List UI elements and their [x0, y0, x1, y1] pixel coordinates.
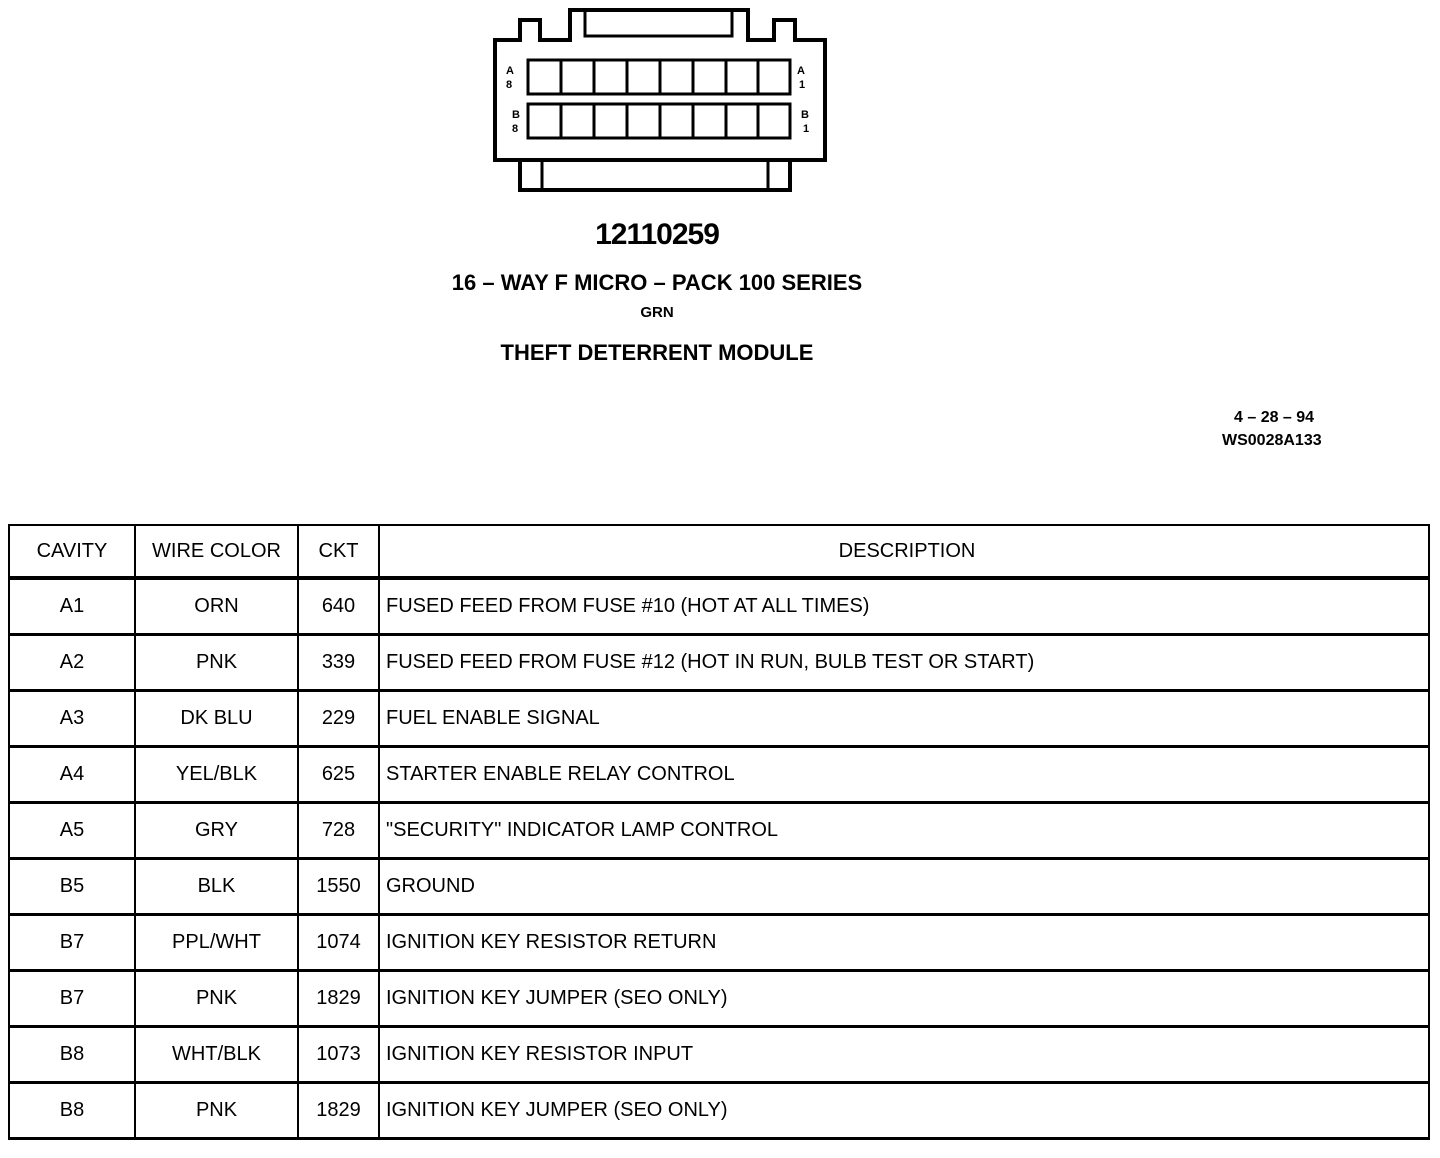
- label-a8-letter: A: [506, 65, 514, 77]
- wire-color-cell: PPL/WHT: [135, 915, 298, 971]
- wire-color-cell: PNK: [135, 1083, 298, 1139]
- connector-color: GRN: [640, 304, 674, 321]
- description-cell: STARTER ENABLE RELAY CONTROL: [379, 747, 1429, 803]
- date-stamp: 4 – 28 – 94: [1234, 409, 1315, 426]
- header-wire-color: WIRE COLOR: [135, 525, 298, 578]
- header-cavity: CAVITY: [9, 525, 135, 578]
- wire-color-cell: PNK: [135, 971, 298, 1027]
- module-name: THEFT DETERRENT MODULE: [500, 340, 814, 365]
- cavity-cell: B8: [9, 1027, 135, 1083]
- label-b1-letter: B: [801, 109, 809, 121]
- wire-color-cell: BLK: [135, 859, 298, 915]
- description-cell: FUSED FEED FROM FUSE #10 (HOT AT ALL TIMES): [379, 578, 1429, 635]
- table-row: [9, 1083, 1429, 1139]
- label-a8-number: 8: [506, 79, 513, 91]
- label-b1-number: 1: [803, 123, 810, 135]
- description-cell: "SECURITY" INDICATOR LAMP CONTROL: [379, 803, 1429, 859]
- wire-color-cell: GRY: [135, 803, 298, 859]
- cavity-cell: A5: [9, 803, 135, 859]
- ckt-cell: 1550: [298, 859, 379, 915]
- label-b8-letter: B: [512, 109, 520, 121]
- description-cell: IGNITION KEY JUMPER (SEO ONLY): [379, 1083, 1429, 1139]
- table-row: [9, 1027, 1429, 1083]
- table-row: [9, 691, 1429, 747]
- table-row: [9, 578, 1429, 635]
- cavity-cell: B7: [9, 915, 135, 971]
- label-b8-number: 8: [512, 123, 519, 135]
- cavity-cell: A1: [9, 578, 135, 635]
- cavity-cell: B7: [9, 971, 135, 1027]
- cavity-row-b: [528, 104, 790, 138]
- description-cell: FUSED FEED FROM FUSE #12 (HOT IN RUN, BULB TEST OR START): [379, 635, 1429, 691]
- connector-type: 16 – WAY F MICRO – PACK 100 SERIES: [451, 270, 863, 295]
- table-row: [9, 635, 1429, 691]
- ckt-cell: 1829: [298, 971, 379, 1027]
- connector-diagram: [490, 4, 830, 194]
- ckt-cell: 229: [298, 691, 379, 747]
- ckt-cell: 625: [298, 747, 379, 803]
- table-row: [9, 747, 1429, 803]
- wire-color-cell: ORN: [135, 578, 298, 635]
- ckt-cell: 728: [298, 803, 379, 859]
- wire-color-cell: YEL/BLK: [135, 747, 298, 803]
- cavity-cell: A4: [9, 747, 135, 803]
- wire-color-cell: PNK: [135, 635, 298, 691]
- wire-color-cell: WHT/BLK: [135, 1027, 298, 1083]
- part-number: 12110259: [595, 218, 719, 251]
- cavity-cell: A3: [9, 691, 135, 747]
- description-cell: IGNITION KEY RESISTOR RETURN: [379, 915, 1429, 971]
- description-cell: IGNITION KEY JUMPER (SEO ONLY): [379, 971, 1429, 1027]
- header-description: DESCRIPTION: [379, 525, 1429, 578]
- drawing-code: WS0028A133: [1222, 432, 1322, 449]
- description-cell: IGNITION KEY RESISTOR INPUT: [379, 1027, 1429, 1083]
- table-row: [9, 915, 1429, 971]
- pinout-table: [8, 524, 1430, 1140]
- label-a1-letter: A: [797, 65, 805, 77]
- description-cell: GROUND: [379, 859, 1429, 915]
- cavity-cell: B5: [9, 859, 135, 915]
- header-ckt: CKT: [298, 525, 379, 578]
- ckt-cell: 339: [298, 635, 379, 691]
- header-row: [9, 525, 1429, 578]
- label-a1-number: 1: [799, 79, 806, 91]
- cavity-row-a: [528, 60, 790, 94]
- description-cell: FUEL ENABLE SIGNAL: [379, 691, 1429, 747]
- cavity-cell: B8: [9, 1083, 135, 1139]
- wire-color-cell: DK BLU: [135, 691, 298, 747]
- table-row: [9, 803, 1429, 859]
- cavity-cell: A2: [9, 635, 135, 691]
- table-row: [9, 971, 1429, 1027]
- table-row: [9, 859, 1429, 915]
- ckt-cell: 640: [298, 578, 379, 635]
- ckt-cell: 1073: [298, 1027, 379, 1083]
- ckt-cell: 1074: [298, 915, 379, 971]
- ckt-cell: 1829: [298, 1083, 379, 1139]
